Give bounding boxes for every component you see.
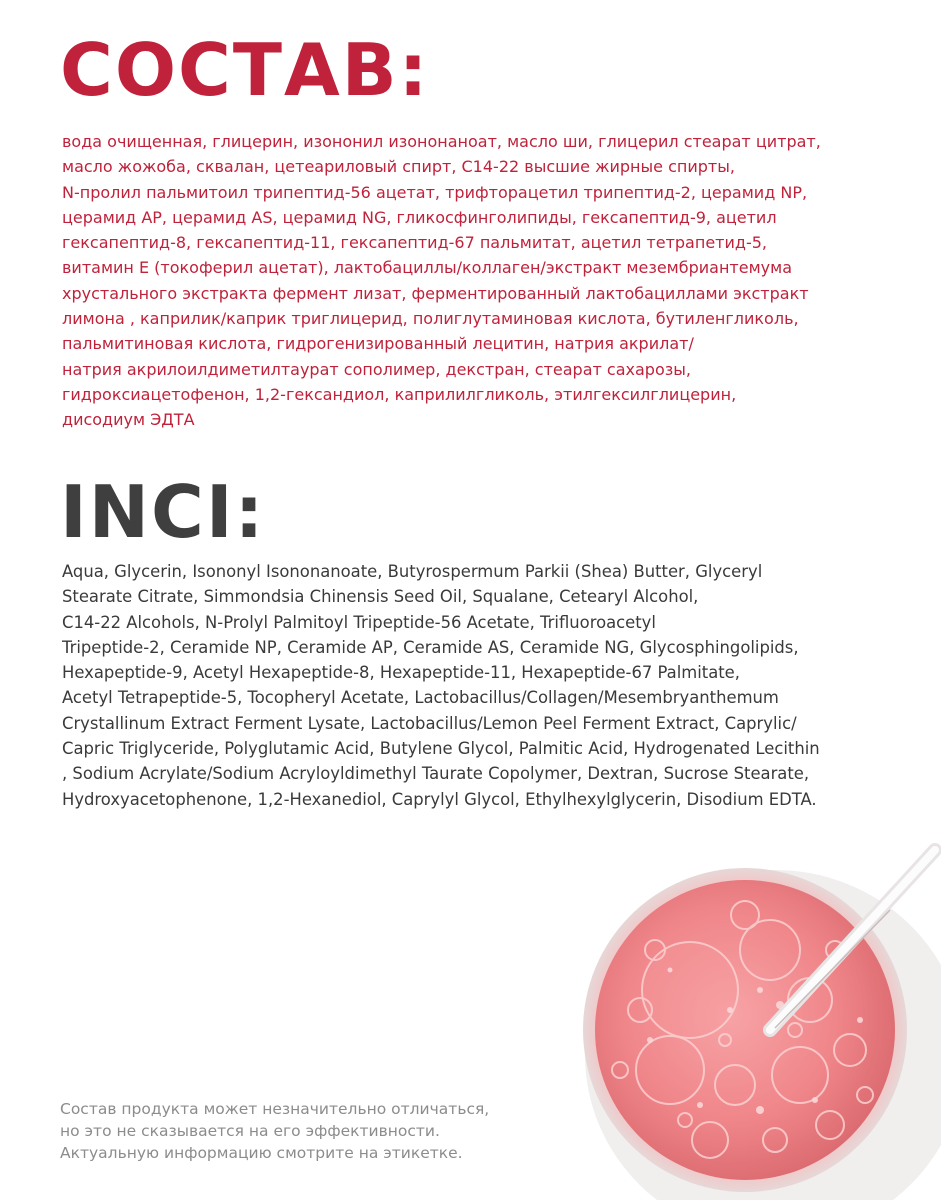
inci-line: C14-22 Alcohols, N-Prolyl Palmitoyl Tripeptide-56 Acetate, Trifluoroacetyl (62, 612, 656, 632)
inci-line: Crystallinum Extract Ferment Lysate, Lactobacillus/Lemon Peel Ferment Extract, Caprylic/ (62, 713, 797, 733)
ingredient-line: N-пролил пальмитоил трипептид-56 ацетат, трифторацетил трипептид-2, церамид NP, (62, 182, 808, 202)
petri-dish-with-pipette-icon (560, 840, 941, 1200)
disclaimer-line: Состав продукта может незначительно отличаться, (60, 1100, 490, 1118)
ingredient-line: дисодиум ЭДТА (62, 410, 195, 430)
ingredient-line: гексапептид-8, гексапептид-11, гексапептид-67 пальмитат, ацетил тетрапетид-5, (62, 233, 767, 253)
ingredient-line: гидроксиацетофенон, 1,2-гександиол, каприлилгликоль, этилгексилглицерин, (62, 384, 737, 404)
disclaimer-line: Актуальную информацию смотрите на этикетке. (60, 1144, 463, 1162)
ingredient-line: хрустального экстракта фермент лизат, ферментированный лактобациллами экстракт (62, 283, 809, 303)
inci-ingredients (62, 559, 820, 812)
ingredient-line: пальмитиновая кислота, гидрогенизированный лецитин, натрия акрилат/ (62, 334, 694, 354)
inci-line: Capric Triglyceride, Polyglutamic Acid, Butylene Glycol, Palmitic Acid, Hydrogenated Lecithin (62, 739, 820, 759)
ingredient-line: натрия акрилоилдиметилтаурат сополимер, декстран, стеарат сахарозы, (62, 359, 691, 379)
ingredient-line: лимона , каприлик/каприк триглицерид, полиглутаминовая кислота, бутиленгликоль, (62, 309, 799, 329)
ingredient-line: церамид АР, церамид AS, церамид NG, гликосфинголипиды, гексапептид-9, ацетил (62, 207, 777, 227)
ingredient-line: витамин Е (токоферил ацетат), лактобациллы/коллаген/экстракт мезембриантемума (62, 258, 793, 278)
inci-line: Acetyl Tetrapeptide-5, Tocopheryl Acetate, Lactobacillus/Collagen/Mesembryanthemum (62, 688, 779, 708)
inci-line: Hexapeptide-9, Acetyl Hexapeptide-8, Hexapeptide-11, Hexapeptide-67 Palmitate, (62, 663, 740, 683)
composition-ingredients-ru (62, 129, 821, 433)
disclaimer-line: но это не сказывается на его эффективности. (60, 1122, 440, 1140)
inci-line: , Sodium Acrylate/Sodium Acryloyldimethyl Taurate Copolymer, Dextran, Sucrose Stearate, (62, 764, 810, 784)
inci-line: Hydroxyacetophenone, 1,2-Hexanediol, Caprylyl Glycol, Ethylhexylglycerin, Disodium EDTA. (62, 789, 817, 809)
composition-title: СОСТАВ: (60, 28, 430, 112)
disclaimer-note (60, 1098, 489, 1164)
inci-line: Stearate Citrate, Simmondsia Chinensis Seed Oil, Squalane, Cetearyl Alcohol, (62, 587, 699, 607)
inci-line: Tripeptide-2, Ceramide NP, Ceramide AP, Ceramide AS, Ceramide NG, Glycosphingolipids, (62, 637, 799, 657)
inci-line: Aqua, Glycerin, Isononyl Isononanoate, Butyrospermum Parkii (Shea) Butter, Glyceryl (62, 562, 763, 581)
inci-title: INCI: (60, 470, 266, 554)
ingredient-line: масло жожоба, сквалан, цетеариловый спирт, С14-22 высшие жирные спирты, (62, 157, 735, 177)
ingredient-line: вода очищенная, глицерин, изононил изононаноат, масло ши, глицерил стеарат цитрат, (62, 132, 821, 151)
